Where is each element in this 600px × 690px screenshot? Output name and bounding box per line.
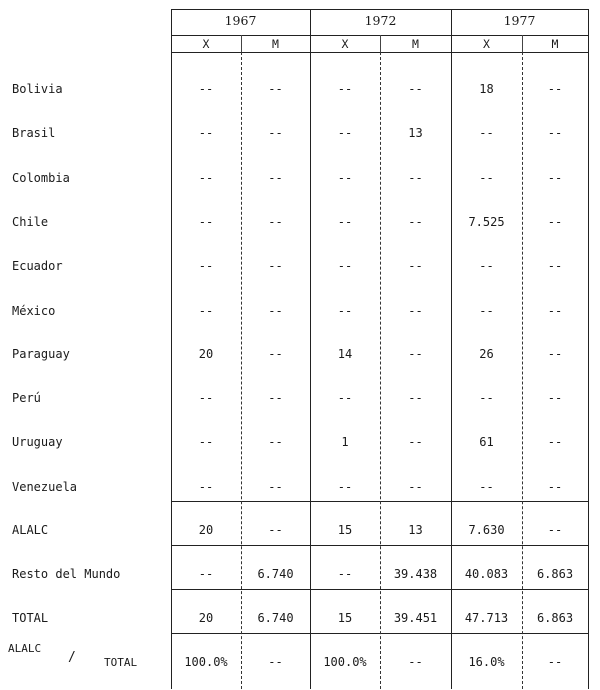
cell-colombia-1: -- [268, 171, 283, 185]
summary-cell-resto-del-mundo-5: 6.863 [536, 567, 574, 581]
cell-colombia-3: -- [408, 171, 423, 185]
row-label-paraguay: Paraguay [12, 347, 70, 361]
summary-cell-total-4: 47.713 [464, 611, 509, 625]
cell-paraguay-3: -- [408, 347, 423, 361]
row-label-per: Perú [12, 391, 41, 405]
cell-mxico-4: -- [479, 304, 494, 318]
cell-bolivia-4: 18 [479, 82, 494, 96]
cell-ecuador-2: -- [337, 259, 353, 273]
cell-ecuador-1: -- [268, 259, 283, 273]
cell-brasil-1: -- [268, 126, 283, 140]
cell-chile-3: -- [408, 215, 423, 229]
ratio-cell-2: 100.0% [323, 655, 367, 669]
summary-cell-total-0: 20 [198, 611, 214, 625]
year-header-1967: 1967 [224, 13, 257, 28]
cell-chile-0: -- [198, 215, 214, 229]
year-header-1977: 1977 [503, 13, 536, 28]
xm-divider-1977 [522, 52, 523, 689]
ratio-label-slash: / [68, 650, 76, 665]
cell-mxico-1: -- [268, 304, 283, 318]
cell-bolivia-2: -- [337, 82, 353, 96]
xm-divider-1972 [380, 52, 381, 689]
cell-bolivia-3: -- [408, 82, 423, 96]
summary-cell-alalc-3: 13 [408, 523, 423, 537]
cell-brasil-5: -- [547, 126, 563, 140]
cell-ecuador-3: -- [408, 259, 423, 273]
cell-chile-4: 7.525 [468, 215, 505, 229]
ratio-cell-4: 16.0% [468, 655, 505, 669]
summary-cell-resto-del-mundo-3: 39.438 [393, 567, 438, 581]
cell-brasil-3: 13 [408, 126, 423, 140]
cell-paraguay-2: 14 [337, 347, 353, 361]
cell-venezuela-1: -- [268, 480, 283, 494]
cell-per-4: -- [479, 391, 494, 405]
ratio-cell-1: -- [268, 655, 283, 669]
cell-ecuador-4: -- [479, 259, 494, 273]
ratio-cell-3: -- [408, 655, 423, 669]
cell-uruguay-0: -- [198, 435, 214, 449]
cell-ecuador-0: -- [198, 259, 214, 273]
summary-cell-total-1: 6.740 [257, 611, 294, 625]
summary-cell-alalc-4: 7.630 [468, 523, 505, 537]
summary-cell-resto-del-mundo-2: -- [337, 567, 353, 581]
row-label-ecuador: Ecuador [12, 259, 63, 273]
summary-label-total: TOTAL [12, 611, 49, 625]
cell-per-1: -- [268, 391, 283, 405]
ratio-cell-5: -- [547, 655, 563, 669]
cell-colombia-0: -- [198, 171, 214, 185]
cell-per-5: -- [547, 391, 563, 405]
subheader-m-1977: M [551, 37, 559, 51]
row-label-mxico: México [12, 304, 56, 318]
ratio-label-denominator: TOTAL [104, 656, 138, 669]
row-label-colombia: Colombia [12, 171, 70, 185]
cell-per-3: -- [408, 391, 423, 405]
cell-chile-5: -- [547, 215, 563, 229]
subheader-x-1977: X [483, 37, 490, 51]
subheader-x-1972: X [341, 37, 349, 51]
subheader-m-1967: M [272, 37, 279, 51]
cell-paraguay-4: 26 [479, 347, 494, 361]
summary-cell-total-5: 6.863 [536, 611, 574, 625]
summary-cell-total-2: 15 [337, 611, 353, 625]
cell-uruguay-2: 1 [341, 435, 349, 449]
cell-venezuela-4: -- [479, 480, 494, 494]
cell-chile-2: -- [337, 215, 353, 229]
cell-brasil-2: -- [337, 126, 353, 140]
row-label-chile: Chile [12, 215, 49, 229]
cell-bolivia-1: -- [268, 82, 283, 96]
cell-chile-1: -- [268, 215, 283, 229]
cell-bolivia-5: -- [547, 82, 563, 96]
cell-brasil-0: -- [198, 126, 214, 140]
summary-cell-resto-del-mundo-1: 6.740 [257, 567, 294, 581]
subheader-m-1972: M [412, 37, 419, 51]
cell-ecuador-5: -- [547, 259, 563, 273]
cell-mxico-0: -- [198, 304, 214, 318]
cell-venezuela-3: -- [408, 480, 423, 494]
row-label-uruguay: Uruguay [12, 435, 63, 449]
xm-divider-1967 [241, 52, 242, 689]
cell-venezuela-2: -- [337, 480, 353, 494]
cell-uruguay-1: -- [268, 435, 283, 449]
cell-mxico-5: -- [547, 304, 563, 318]
cell-uruguay-3: -- [408, 435, 423, 449]
cell-per-0: -- [198, 391, 214, 405]
summary-cell-resto-del-mundo-4: 40.083 [464, 567, 509, 581]
cell-paraguay-5: -- [547, 347, 563, 361]
summary-cell-resto-del-mundo-0: -- [198, 567, 214, 581]
cell-mxico-2: -- [337, 304, 353, 318]
row-label-venezuela: Venezuela [12, 480, 78, 494]
cell-uruguay-5: -- [547, 435, 563, 449]
cell-mxico-3: -- [408, 304, 423, 318]
subheader-x-1967: X [202, 37, 210, 51]
ratio-label-numerator: ALALC [8, 642, 42, 655]
year-header-1972: 1972 [364, 13, 397, 28]
summary-label-resto-del-mundo: Resto del Mundo [12, 567, 121, 581]
table-right-border [588, 9, 589, 689]
summary-label-alalc: ALALC [12, 523, 49, 537]
cell-colombia-2: -- [337, 171, 353, 185]
table-top-border [171, 9, 588, 10]
summary-cell-alalc-5: -- [547, 523, 563, 537]
cell-per-2: -- [337, 391, 353, 405]
cell-brasil-4: -- [479, 126, 494, 140]
cell-paraguay-0: 20 [198, 347, 214, 361]
summary-cell-alalc-2: 15 [337, 523, 353, 537]
summary-cell-alalc-1: -- [268, 523, 283, 537]
cell-paraguay-1: -- [268, 347, 283, 361]
cell-colombia-5: -- [547, 171, 563, 185]
cell-colombia-4: -- [479, 171, 494, 185]
ratio-cell-0: 100.0% [184, 655, 228, 669]
row-label-bolivia: Bolivia [12, 82, 63, 96]
summary-cell-alalc-0: 20 [198, 523, 214, 537]
cell-venezuela-0: -- [198, 480, 214, 494]
row-label-brasil: Brasil [12, 126, 56, 140]
cell-bolivia-0: -- [198, 82, 214, 96]
summary-cell-total-3: 39.451 [393, 611, 438, 625]
cell-venezuela-5: -- [547, 480, 563, 494]
cell-uruguay-4: 61 [479, 435, 494, 449]
